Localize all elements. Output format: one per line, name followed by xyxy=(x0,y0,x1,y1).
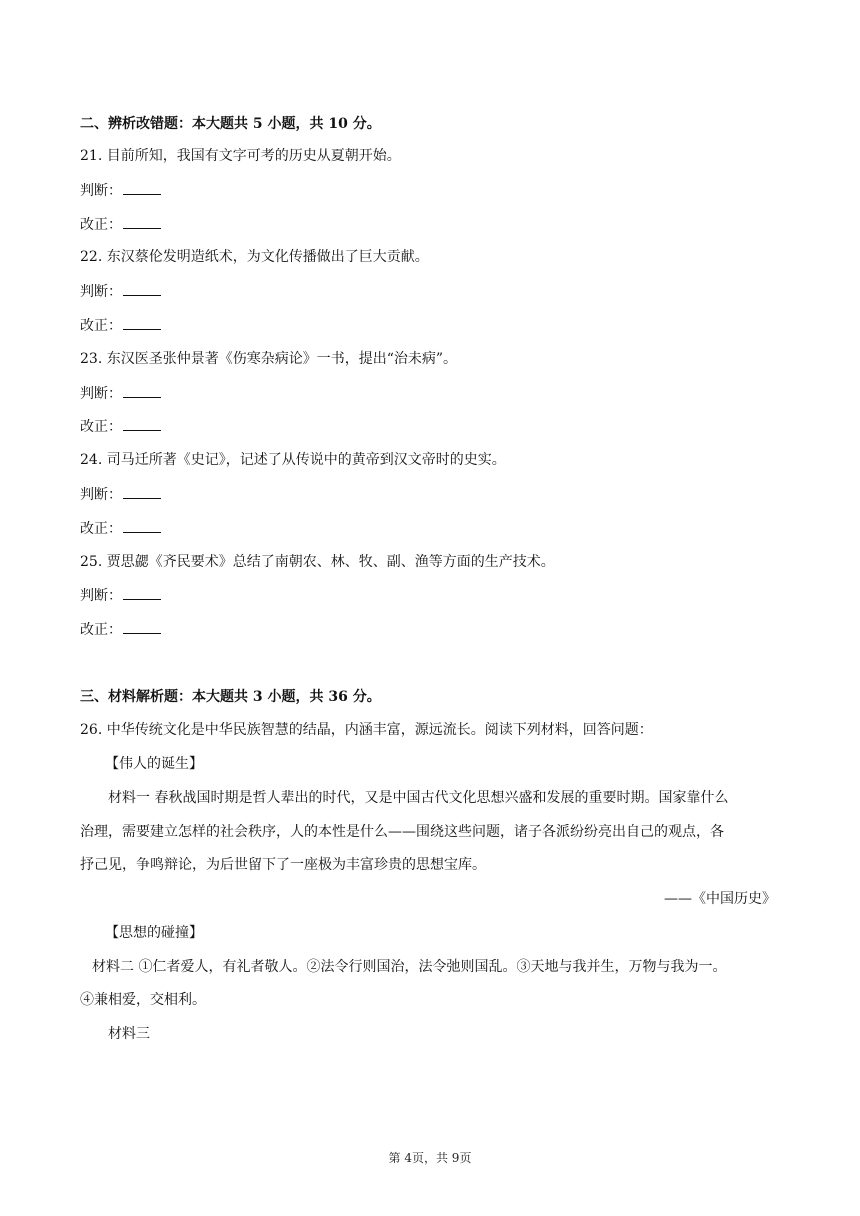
q21-judge-line xyxy=(80,180,161,201)
section2-heading: 二、辨析改错题：本大题共 5 小题，共 10 分。 xyxy=(80,116,381,132)
judge-label: 判断： xyxy=(80,183,122,199)
correct-label: 改正： xyxy=(80,217,122,233)
answer-blank xyxy=(123,383,161,398)
subtitle-great-men: 【伟人的诞生】 xyxy=(105,756,203,772)
material2-line-2: ④兼相爱，交相利。 xyxy=(80,992,206,1008)
material1-source: ——《中国历史》 xyxy=(664,891,776,907)
q25-judge-line xyxy=(80,585,161,606)
correct-label: 改正： xyxy=(80,622,122,638)
question-25: 25. 贾思勰《齐民要术》总结了南朝农、林、牧、副、渔等方面的生产技术。 xyxy=(80,554,555,570)
q21-correct-line xyxy=(80,214,161,235)
q22-correct-line xyxy=(80,315,161,336)
judge-label: 判断： xyxy=(80,386,122,402)
correct-label: 改正： xyxy=(80,419,122,435)
material1-line-3: 抒己见，争鸣辩论，为后世留下了一座极为丰富珍贵的思想宝库。 xyxy=(80,857,486,873)
answer-blank xyxy=(123,518,161,533)
material2-line-1: 材料二 ①仁者爱人，有礼者敬人。②法令行则国治，法令弛则国乱。③天地与我并生，万物与我为一。 xyxy=(92,959,727,975)
q24-correct-line xyxy=(80,518,161,539)
question-26-intro: 26. 中华传统文化是中华民族智慧的结晶，内涵丰富，源远流长。阅读下列材料，回答问题： xyxy=(80,722,653,738)
answer-blank xyxy=(123,315,161,330)
section3-heading: 三、材料解析题：本大题共 3 小题，共 36 分。 xyxy=(80,689,381,705)
answer-blank xyxy=(123,214,161,229)
material1-line-1: 材料一 春秋战国时期是哲人辈出的时代，又是中国古代文化思想兴盛和发展的重要时期。国家靠什么 xyxy=(108,790,729,806)
judge-label: 判断： xyxy=(80,487,122,503)
answer-blank xyxy=(123,416,161,431)
question-24: 24. 司马迁所著《史记》，记述了从传说中的黄帝到汉文帝时的史实。 xyxy=(80,452,506,468)
q24-judge-line xyxy=(80,484,161,505)
answer-blank xyxy=(123,484,161,499)
question-22: 22. 东汉蔡伦发明造纸术，为文化传播做出了巨大贡献。 xyxy=(80,249,429,265)
q23-judge-line xyxy=(80,383,161,404)
judge-label: 判断： xyxy=(80,588,122,604)
subtitle-thought-collision: 【思想的碰撞】 xyxy=(105,925,203,941)
question-21: 21. 目前所知，我国有文字可考的历史从夏朝开始。 xyxy=(80,148,401,164)
material1-line-2: 治理，需要建立怎样的社会秩序，人的本性是什么——围绕这些问题，诸子各派纷纷亮出自己的观点，各 xyxy=(80,824,724,840)
correct-label: 改正： xyxy=(80,521,122,537)
answer-blank xyxy=(123,180,161,195)
material3-label: 材料三 xyxy=(108,1026,150,1042)
correct-label: 改正： xyxy=(80,318,122,334)
q22-judge-line xyxy=(80,281,161,302)
question-23: 23. 东汉医圣张仲景著《伤寒杂病论》一书，提出“治未病”。 xyxy=(80,351,458,367)
q23-correct-line xyxy=(80,416,161,437)
page-footer: 第 4页，共 9页 xyxy=(388,1151,472,1165)
answer-blank xyxy=(123,281,161,296)
q25-correct-line xyxy=(80,619,161,640)
judge-label: 判断： xyxy=(80,284,122,300)
answer-blank xyxy=(123,619,161,634)
answer-blank xyxy=(123,585,161,600)
